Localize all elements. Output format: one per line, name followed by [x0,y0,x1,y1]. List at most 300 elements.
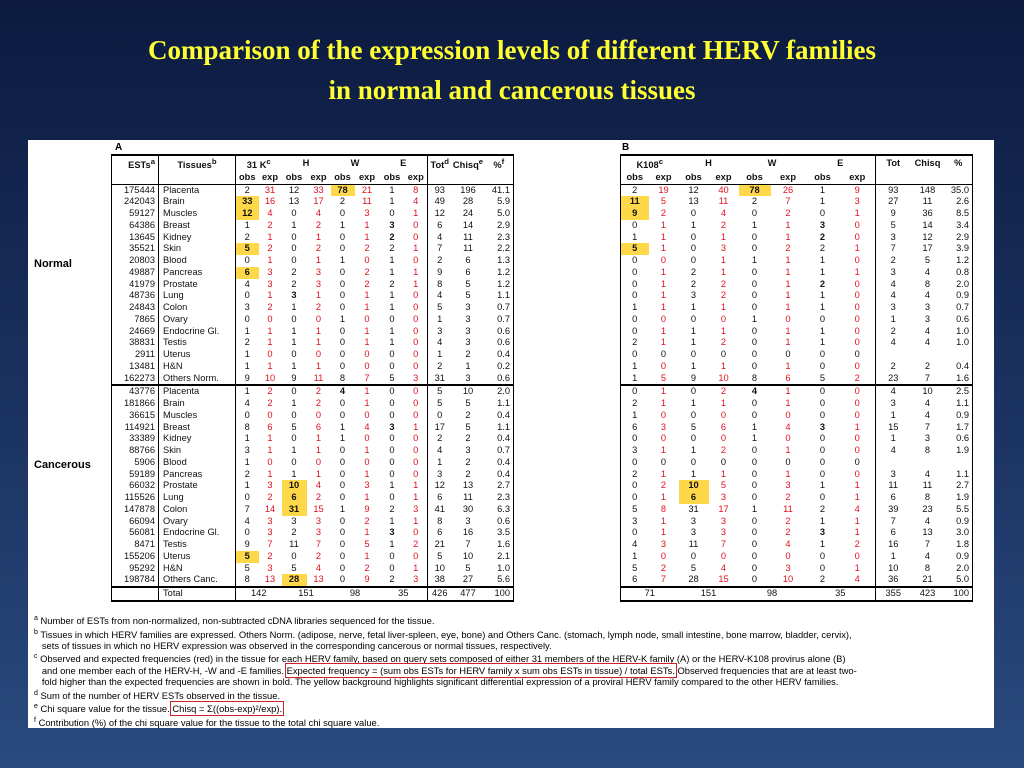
highlighted-observed-value: 11 [621,196,649,208]
expected-value: 0 [364,360,370,371]
total-value: 7 [428,243,452,255]
grand-total: 426 [428,587,452,601]
footnote-d: $^d$ Sum of the number of HERV ESTs observed in the tissue. [34,689,281,701]
total-value: 0 [428,410,452,422]
observed-value: 1 [621,361,649,373]
expected-value: 3 [785,562,791,573]
percent-value: 2.0 [945,563,973,575]
total-value: 5 [876,220,911,232]
table-row [621,563,973,575]
ests-count: 36615 [112,410,159,422]
tissue-name: Brain [159,398,236,410]
observed-value: 4 [236,279,259,291]
col-tot: Tot$^d$ [428,155,452,172]
percent-value: 1.2 [485,267,514,279]
ests-count: 147878 [112,504,159,516]
expected-value: 2 [315,219,322,230]
expected-value: 1 [660,337,667,348]
expected-value: 1 [413,515,419,526]
expected-value: 0 [413,325,419,336]
expected-value: 1 [660,468,667,479]
tissue-name: Prostate [159,480,236,492]
expected-value: 1 [720,255,727,266]
observed-value: 0 [690,231,697,242]
chisq-value: 5 [465,290,471,301]
expected-value: 2 [364,278,370,289]
observed-value: 2 [291,266,297,277]
observed-value: 1 [291,468,297,479]
expected-value: 1 [660,290,667,301]
footnote-b-cont: sets of tissues in which no HERV expression was observed in the corresponding cancerous or normal tissues, respectively. [41,640,552,652]
observed-value: 0 [819,445,826,456]
observed-value: 0 [720,456,727,467]
expected-value: 5 [364,539,370,550]
expected-value: 31 [264,184,276,195]
expected-value: 7 [720,539,727,550]
tissue-name: Testis [159,539,236,551]
tissue-name: Testis [159,337,236,349]
observed-value: 1 [236,349,259,361]
expected-value: 11 [783,503,793,514]
subheader: exp [355,172,380,184]
total-value: 4 [428,232,452,244]
total-value: 31 [428,373,452,386]
chisq-value: 14 [462,219,474,230]
observed-value: 0 [339,539,346,550]
expected-value: 0 [720,409,727,420]
expected-value: 15 [313,503,324,514]
observed-value: 9 [690,372,697,383]
expected-value: 1 [785,266,791,277]
expected-value: 1 [720,360,727,371]
ests-count: 198784 [112,574,159,587]
table-row [621,373,973,386]
observed-value: 1 [690,468,697,479]
expected-value: 0 [267,313,273,324]
family-total: 98 [331,587,380,601]
percent-value: 0.8 [945,267,973,279]
percent-value: 2.0 [945,279,973,291]
percent-value: 1.1 [945,398,973,410]
observed-value: 1 [236,480,259,492]
percent-total: 100 [485,587,514,601]
expected-value: 0 [413,231,419,242]
expected-value: 2 [413,539,419,550]
observed-value: 0 [236,314,259,326]
table-row [621,539,973,551]
expected-value: 1 [854,515,860,526]
highlighted-observed-value: 5 [236,243,259,255]
expected-value: 13 [313,574,324,585]
table-row [112,469,514,481]
table-row [621,398,973,410]
observed-value: 1 [621,232,649,244]
expected-value: 2 [785,527,791,538]
observed-value: 0 [751,445,758,456]
percent-value: 0.2 [485,361,514,373]
expected-value: 3 [267,266,273,277]
blank-cell [112,587,159,601]
expected-value: 6 [785,372,791,383]
ests-count: 175444 [112,184,159,196]
total-value: 6 [428,527,452,539]
expected-value: 1 [660,231,667,242]
total-value: 4 [428,445,452,457]
subheader: exp [709,172,739,184]
total-value: 12 [428,480,452,492]
observed-value: 0 [236,255,259,267]
expected-value: 0 [854,278,860,289]
observed-value: 0 [339,266,346,277]
expected-value: 4 [785,421,791,432]
total-value: 5 [428,551,452,563]
observed-value: 1 [690,302,697,313]
percent-value: 2.2 [485,243,514,255]
chisq-value: 3 [465,313,471,324]
observed-value: 0 [785,349,791,360]
expected-value: 0 [854,219,860,230]
observed-value: 0 [389,445,395,456]
expected-value: 0 [854,325,860,336]
observed-value: 0 [621,492,649,504]
expected-value: 1 [785,255,791,266]
expected-value: 1 [785,360,791,371]
expected-value: 1 [854,243,860,254]
expected-value: 0 [413,527,419,538]
observed-value: 0 [291,313,297,324]
expected-value: 1 [413,421,419,432]
observed-value: 2 [621,398,649,410]
expected-value: 2 [364,562,370,573]
observed-value: 5 [236,563,259,575]
observed-value: 0 [751,243,758,254]
total-value: 1 [876,433,911,445]
observed-value: 0 [751,550,758,561]
expected-value: 1 [315,231,322,242]
expected-value: 0 [364,255,370,266]
percent-value: 5.5 [945,504,973,516]
expected-value: 0 [364,433,370,444]
observed-value: 0 [751,480,758,491]
expected-value: 0 [413,290,419,301]
observed-value: 1 [339,503,346,514]
expected-value: 1 [785,398,791,409]
highlighted-observed-value: 78 [331,184,355,196]
header-row [621,155,973,172]
total-value: 10 [876,563,911,575]
total-value: 4 [428,290,452,302]
observed-value: 0 [751,527,758,538]
highlighted-observed-value: 10 [679,480,709,492]
observed-value: 5 [621,563,649,575]
expected-value: 1 [364,290,370,301]
expected-value: 1 [413,278,419,289]
expected-value: 1 [364,219,370,230]
observed-value: 0 [389,208,395,219]
expected-value: 5 [720,480,727,491]
expected-value: 0 [413,550,419,561]
observed-value: 0 [621,527,649,539]
expected-value: 0 [854,290,860,301]
expected-value: 11 [718,196,729,207]
chisq-value: 3 [465,372,471,383]
percent-value: 1.9 [945,445,973,457]
observed-value: 1 [690,398,697,409]
expected-value: 1 [660,515,667,526]
expected-value: 7 [315,539,322,550]
expected-value: 0 [364,313,370,324]
highlighted-observed-value: 33 [236,196,259,208]
bold-observed-value: 3 [291,290,297,301]
expected-value: 1 [854,562,860,573]
subheader: exp [307,172,331,184]
observed-value: 0 [690,433,697,444]
observed-value: 1 [291,302,297,313]
tissue-name: Kidney [159,232,236,244]
expected-value: 2 [720,445,727,456]
expected-value: 26 [782,184,794,195]
expected-value: 0 [413,219,419,230]
observed-value: 1 [291,325,297,336]
family-total: 151 [282,587,331,601]
observed-value: 3 [690,527,697,538]
observed-value: 1 [236,433,259,445]
table-row [621,337,973,349]
bold-observed-value: 3 [389,527,395,538]
expected-value: 2 [267,398,273,409]
total-value: 93 [428,184,452,196]
expected-value: 4 [785,539,791,550]
observed-value: 5 [819,372,826,383]
observed-value: 0 [854,349,860,360]
percent-value: 0.4 [485,433,514,445]
expected-value: 0 [315,349,322,360]
percent-total: 100 [945,587,973,601]
chisq-value: 2 [465,409,471,420]
expected-value: 10 [718,372,729,383]
total-value: 1 [876,410,911,422]
expected-value: 3 [720,515,727,526]
total-value: 3 [876,469,911,481]
expected-value: 0 [840,385,876,398]
observed-value: 0 [819,313,826,324]
panel-b-table [620,154,973,602]
chisq-value [911,457,945,469]
col-family-3: E [806,155,876,172]
expected-value: 2 [364,266,370,277]
table-row [621,184,973,196]
bold-observed-value: 2 [819,278,826,289]
expected-value: 14 [264,503,276,514]
observed-value: 1 [819,290,826,301]
col-family-0: 31 $K^c$ [236,155,282,172]
subheader: obs [679,172,709,184]
ests-count: 155206 [112,551,159,563]
family-total: 35 [806,587,876,601]
percent-value: 3.0 [945,527,973,539]
table-row [621,196,973,208]
observed-value: 1 [621,551,649,563]
observed-value: 0 [291,433,297,444]
observed-value: 1 [751,433,758,444]
ests-count: 43776 [112,385,159,398]
expected-value: 3 [720,492,727,503]
expected-value: 0 [413,313,419,324]
expected-value: 2 [709,385,739,398]
observed-value: 1 [690,445,697,456]
observed-value: 0 [621,433,649,445]
expected-frequency-box: Expected frequency = (sum obs ESTs for HERV family x sum obs ESTs in tissue) / total ESTs. [286,665,675,676]
expected-value: 1 [315,325,322,336]
observed-value: 0 [339,456,346,467]
footnotes [34,613,989,728]
table-row [112,433,514,445]
observed-value: 0 [819,456,826,467]
col-family-3: E [380,155,428,172]
highlighted-observed-value: 9 [621,208,649,220]
expected-value: 2 [267,219,273,230]
observed-value: 0 [690,313,697,324]
total-value: 6 [876,492,911,504]
expected-value: 1 [660,302,667,313]
chisq-value: 11 [463,231,473,242]
total-value: 11 [876,480,911,492]
observed-value: 0 [339,550,346,561]
chisq-value: 2 [465,433,471,444]
chisq-value: 17 [922,243,933,254]
observed-value: 6 [621,422,649,434]
tissue-name: Endocrine Gl. [159,326,236,338]
percent-value: 5.6 [485,574,514,587]
expected-value: 0 [854,468,860,479]
tissue-name: Others Canc. [159,574,236,587]
table-row [112,527,514,539]
percent-value: 0.6 [485,373,514,386]
expected-value: 1 [720,398,727,409]
subheader: obs [331,172,355,184]
observed-value: 0 [389,562,395,573]
total-value: 1 [428,457,452,469]
expected-value: 1 [854,527,860,538]
observed-value: 1 [389,539,395,550]
title-line-2: in normal and cancerous tissues [328,75,696,105]
ests-count: 41979 [112,279,159,291]
expected-value: 0 [413,255,419,266]
subheader-row [621,172,973,184]
total-value: 5 [428,302,452,314]
expected-value: 1 [364,231,370,242]
table-row [112,349,514,361]
observed-value: 0 [621,279,649,291]
expected-value: 2 [720,337,727,348]
expected-value: 1 [413,266,419,277]
expected-value: 4 [364,421,370,432]
observed-value: 0 [819,562,826,573]
observed-value: 1 [389,266,395,277]
ests-count: 49887 [112,267,159,279]
table-row [112,361,514,373]
table-figure [28,140,994,728]
col-pct: % [945,155,973,172]
observed-value: 8 [236,422,259,434]
observed-value: 0 [282,385,307,398]
expected-value: 3 [854,196,860,207]
expected-value: 2 [785,208,791,219]
table-row [112,410,514,422]
observed-value: 0 [819,468,826,479]
col-pct: %$^f$ [485,155,514,172]
expected-value: 7 [267,539,273,550]
expected-value: 0 [854,409,860,420]
table-row [621,433,973,445]
expected-value: 3 [267,480,273,491]
normal-group-label: Normal [34,258,72,270]
observed-value: 0 [690,409,697,420]
observed-value: 0 [339,243,346,254]
expected-value: 4 [315,208,322,219]
expected-value: 1 [267,255,273,266]
observed-value: 0 [389,550,395,561]
observed-value: 13 [688,196,699,207]
observed-value: 1 [690,360,697,371]
observed-value: 0 [236,492,259,504]
ests-count: 56081 [112,527,159,539]
observed-value: 1 [819,480,826,491]
chisq-total: 423 [911,587,945,601]
total-value: 2 [428,433,452,445]
observed-value: 0 [621,457,649,469]
observed-value: 5 [291,421,297,432]
observed-value: 0 [819,208,826,219]
col-family-1: H [282,155,331,172]
observed-value: 2 [621,184,649,196]
total-value: 21 [428,539,452,551]
expected-value: 4 [854,503,860,514]
expected-value: 21 [361,184,373,195]
total-value: 6 [876,527,911,539]
table-row [621,574,973,587]
table-row [112,551,514,563]
expected-value: 11 [362,196,372,207]
expected-value: 0 [315,456,322,467]
tissue-name: Skin [159,243,236,255]
highlighted-observed-value: 5 [236,551,259,563]
tissue-name: Kidney [159,433,236,445]
highlighted-observed-value: 6 [236,267,259,279]
observed-value: 3 [236,445,259,457]
expected-value: 1 [267,468,273,479]
chisq-value: 6 [465,255,471,266]
expected-value: 0 [854,398,860,409]
percent-value: 0.4 [485,410,514,422]
percent-value: 0.6 [485,326,514,338]
percent-value: 5.9 [485,196,514,208]
observed-value: 0 [854,456,860,467]
chisq-value: 13 [462,480,474,491]
chisq-value: 8 [924,445,931,456]
percent-value: 41.1 [485,184,514,196]
table-row [112,445,514,457]
expected-value: 0 [854,445,860,456]
total-value: 38 [428,574,452,587]
subheader: obs [621,172,649,184]
table-row [621,361,973,373]
observed-value: 0 [291,550,297,561]
observed-value: 3 [291,515,297,526]
observed-value: 0 [819,492,826,503]
observed-value: 0 [339,409,346,420]
expected-value: 0 [720,313,727,324]
